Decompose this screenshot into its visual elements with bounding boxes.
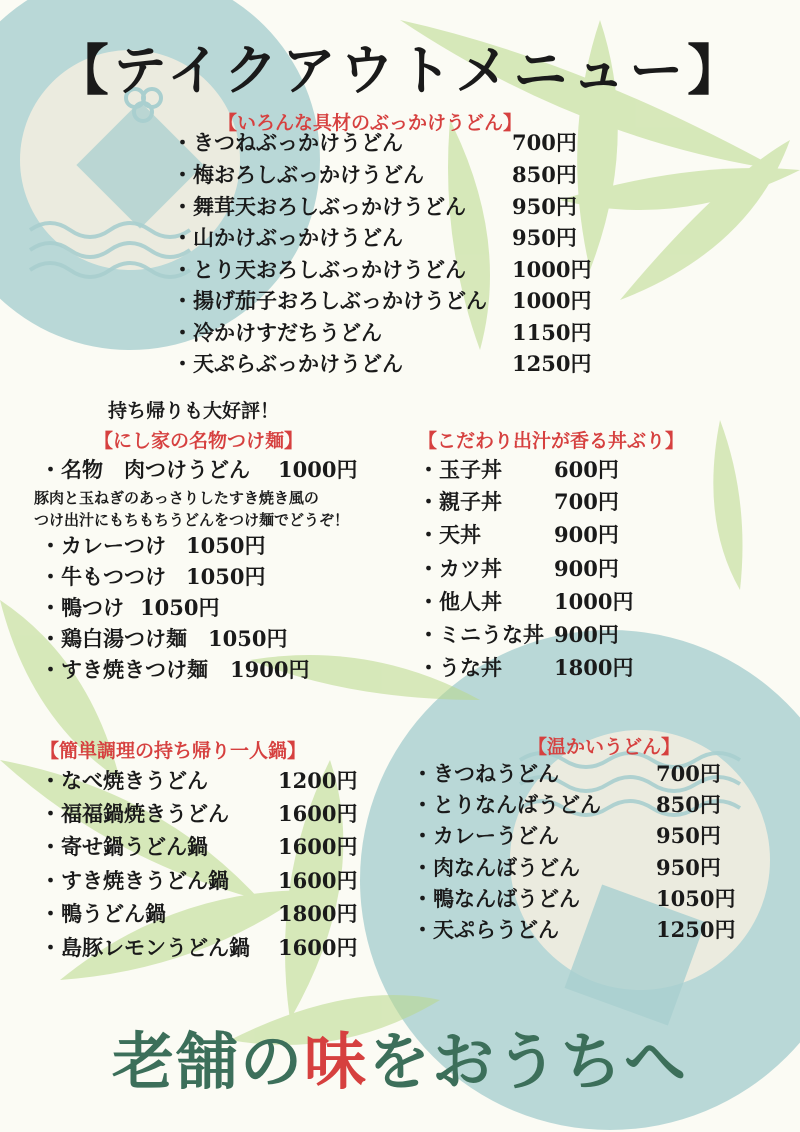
item-name: ・すき焼きうどん鍋 [40, 868, 229, 893]
item-price: 1150円 [512, 320, 592, 345]
item-price: 950円 [512, 225, 577, 250]
item-name: ・名物 肉つけうどん [40, 457, 250, 482]
item-name: ・山かけぶっかけうどん [172, 225, 403, 250]
item-price: 1250円 [512, 351, 592, 376]
section-heading-don: 【こだわり出汁が香る丼ぶり】 [418, 430, 685, 452]
item-name: ・親子丼 [418, 489, 502, 514]
tagline: 持ち帰りも大好評！ [108, 400, 280, 422]
item-price: 1600円 [278, 935, 358, 960]
slogan-after: をおうちへ [368, 1025, 689, 1098]
section-heading-tsuke: 【にし家の名物つけ麺】 [94, 430, 304, 452]
section-heading-nabe: 【簡単調理の持ち帰り一人鍋】 [40, 740, 307, 762]
item-name: ・カレーつけ [40, 533, 166, 558]
item-name: ・きつねぶっかけうどん [172, 130, 403, 155]
item-price: 950円 [656, 855, 721, 880]
item-name: ・玉子丼 [418, 457, 502, 482]
item-name: ・牛もつつけ [40, 564, 166, 589]
item-price: 850円 [656, 792, 721, 817]
feature-note-line-1: 豚肉と玉ねぎのあっさりしたすき焼き風の [34, 489, 319, 507]
item-name: ・冷かけすだちうどん [172, 320, 382, 345]
item-price: 1050円 [186, 564, 266, 589]
item-name: ・ミニうな丼 [418, 622, 544, 647]
item-name: ・鴨うどん鍋 [40, 901, 166, 926]
item-name: ・カレーうどん [412, 823, 559, 848]
item-price: 1050円 [140, 595, 220, 620]
item-price: 600円 [554, 457, 619, 482]
item-name: ・舞茸天おろしぶっかけうどん [172, 194, 466, 219]
item-name: ・鴨つけ [40, 595, 124, 620]
item-price: 1250円 [656, 917, 736, 942]
item-price: 700円 [656, 761, 721, 786]
slogan-accent: 味 [303, 1025, 368, 1098]
item-price: 850円 [512, 162, 577, 187]
page-title: 【テイクアウトメニュー】 [54, 38, 746, 102]
item-name: ・きつねうどん [412, 761, 559, 786]
item-price: 900円 [554, 522, 619, 547]
feature-note-line-2: つけ出汁にもちもちうどんをつけ麺でどうぞ！ [34, 511, 350, 529]
item-price: 1600円 [278, 868, 358, 893]
item-name: ・福福鍋焼きうどん [40, 801, 229, 826]
item-name: ・なべ焼きうどん [40, 768, 208, 793]
item-price: 900円 [554, 556, 619, 581]
item-name: ・天ぷらぶっかけうどん [172, 351, 403, 376]
item-price: 1800円 [554, 655, 634, 680]
item-name: ・寄せ鍋うどん鍋 [40, 834, 208, 859]
item-name: ・揚げ茄子おろしぶっかけうどん [172, 288, 487, 313]
item-price: 950円 [512, 194, 577, 219]
section-heading-bukkake: 【いろんな具材のぶっかけうどん】 [218, 112, 523, 134]
item-name: ・すき焼きつけ麺 [40, 657, 208, 682]
item-price: 1050円 [656, 886, 736, 911]
item-name: ・カツ丼 [418, 556, 502, 581]
slogan-before: 老舗の [111, 1025, 304, 1098]
item-price: 1000円 [554, 589, 634, 614]
item-name: ・うな丼 [418, 655, 502, 680]
item-price: 1000円 [512, 257, 592, 282]
item-price: 900円 [554, 622, 619, 647]
item-name: ・鶏白湯つけ麺 [40, 626, 187, 651]
slogan [0, 1012, 800, 1101]
item-price: 1900円 [230, 657, 310, 682]
item-price: 700円 [512, 130, 577, 155]
item-name: ・天ぷらうどん [412, 917, 559, 942]
item-name: ・天丼 [418, 522, 481, 547]
item-price: 700円 [554, 489, 619, 514]
item-price: 1800円 [278, 901, 358, 926]
item-price: 1050円 [186, 533, 266, 558]
item-name: ・梅おろしぶっかけうどん [172, 162, 424, 187]
item-price: 950円 [656, 823, 721, 848]
item-price: 1050円 [208, 626, 288, 651]
item-name: ・鴨なんばうどん [412, 886, 580, 911]
item-price: 1200円 [278, 768, 358, 793]
item-name: ・島豚レモンうどん鍋 [40, 935, 250, 960]
item-price: 1000円 [512, 288, 592, 313]
item-price: 1600円 [278, 834, 358, 859]
item-price: 1000円 [278, 457, 358, 482]
section-heading-warm: 【温かいうどん】 [528, 736, 681, 758]
item-name: ・とり天おろしぶっかけうどん [172, 257, 466, 282]
item-name: ・とりなんばうどん [412, 792, 601, 817]
item-name: ・他人丼 [418, 589, 502, 614]
item-name: ・肉なんばうどん [412, 855, 580, 880]
item-price: 1600円 [278, 801, 358, 826]
